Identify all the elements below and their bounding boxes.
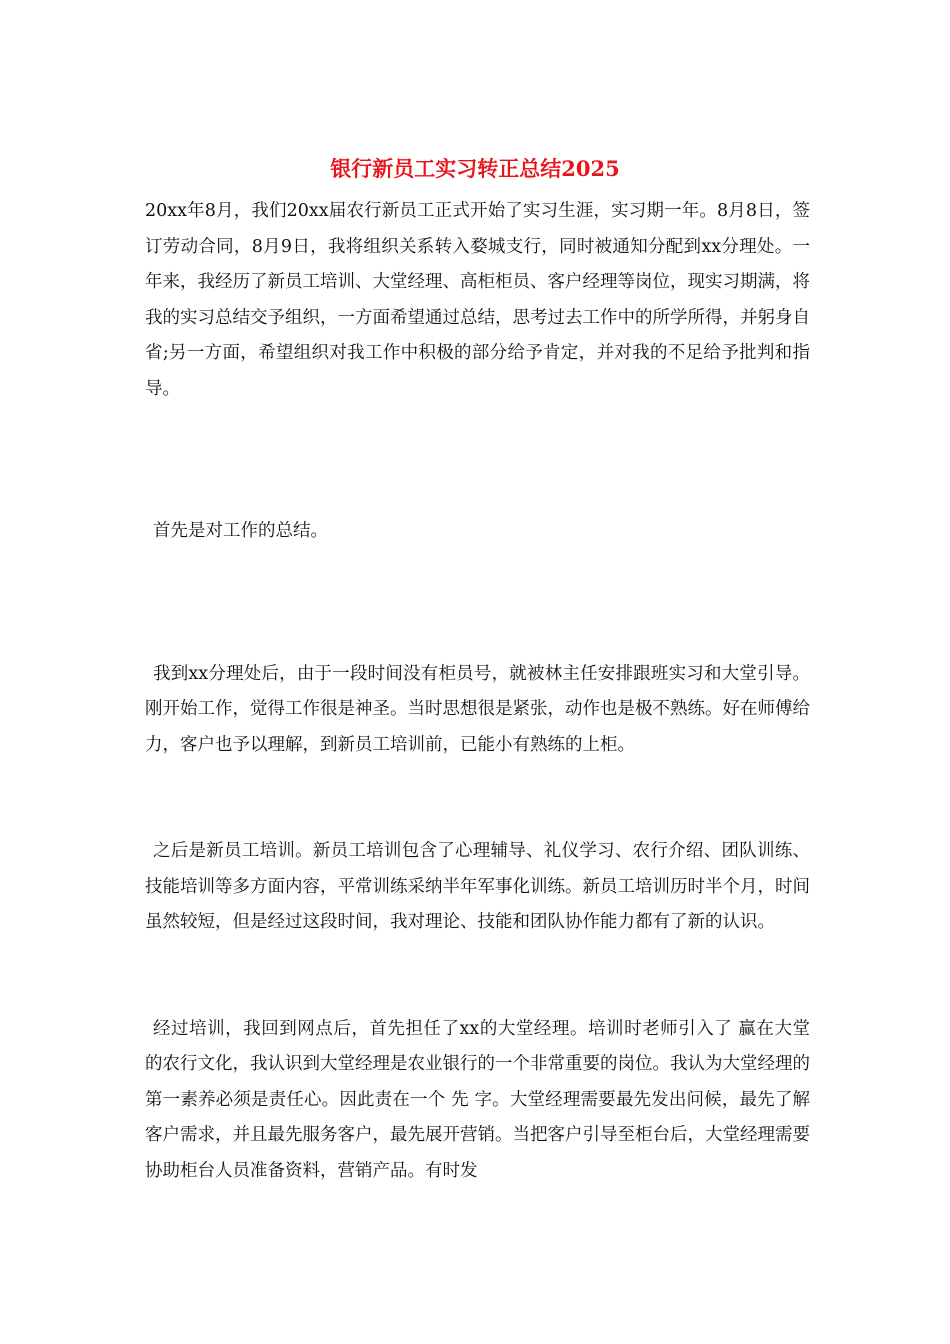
document-body [145,194,810,1189]
document-title: 银行新员工实习转正总结2025 [330,156,620,181]
paragraph-spacer [145,763,810,834]
paragraph-branch-internship: 我到xx分理处后，由于一段时间没有柜员号，就被林主任安排跟班实习和大堂引导。刚开始工作，觉得工作很是神圣。当时思想很是紧张，动作也是极不熟练。好在师傅给力，客户也予以理解，到新员工培训前，已能小有熟练的上柜。 [145,663,810,755]
paragraph-lobby-manager: 经过培训，我回到网点后，首先担任了xx的大堂经理。培训时老师引入了 赢在大堂 的农行文化，我认识到大堂经理是农业银行的一个非常重要的岗位。我认为大堂经理的第一素养必须是责任心。因此责在一个 先 字。大堂经理需要最先发出问候，最先了解客户需求，并且最先服务客户，最先展开营销。当把客户引导至柜台后，大堂经理需要协助柜台人员准备资料，营销产品。有时发 [145,1018,810,1181]
paragraph-intro: 20xx年8月，我们20xx届农行新员工正式开始了实习生涯，实习期一年。8月8日，签订劳动合同，8月9日，我将组织关系转入婺城支行，同时被通知分配到xx分理处。一年来，我经历了新员工培训、大堂经理、高柜柜员、客户经理等岗位，现实习期满，将我的实习总结交予组织，一方面希望通过总结，思考过去工作中的所学所得，并躬身自省;另一方面，希望组织对我工作中积极的部分给予肯定，并对我的不足给予批判和指导。 [145,201,810,399]
paragraph-work-summary-heading: 首先是对工作的总结。 [153,521,328,541]
paragraph-spacer [145,550,810,657]
paragraph-new-employee-training: 之后是新员工培训。新员工培训包含了心理辅导、礼仪学习、农行介绍、团队训练、技能培训等多方面内容，平常训练采纳半年军事化训练。新员工培训历时半个月，时间虽然较短，但是经过这段时间，我对理论、技能和团队协作能力都有了新的认识。 [145,841,810,932]
paragraph-spacer [145,407,810,514]
paragraph-spacer [145,941,810,1012]
